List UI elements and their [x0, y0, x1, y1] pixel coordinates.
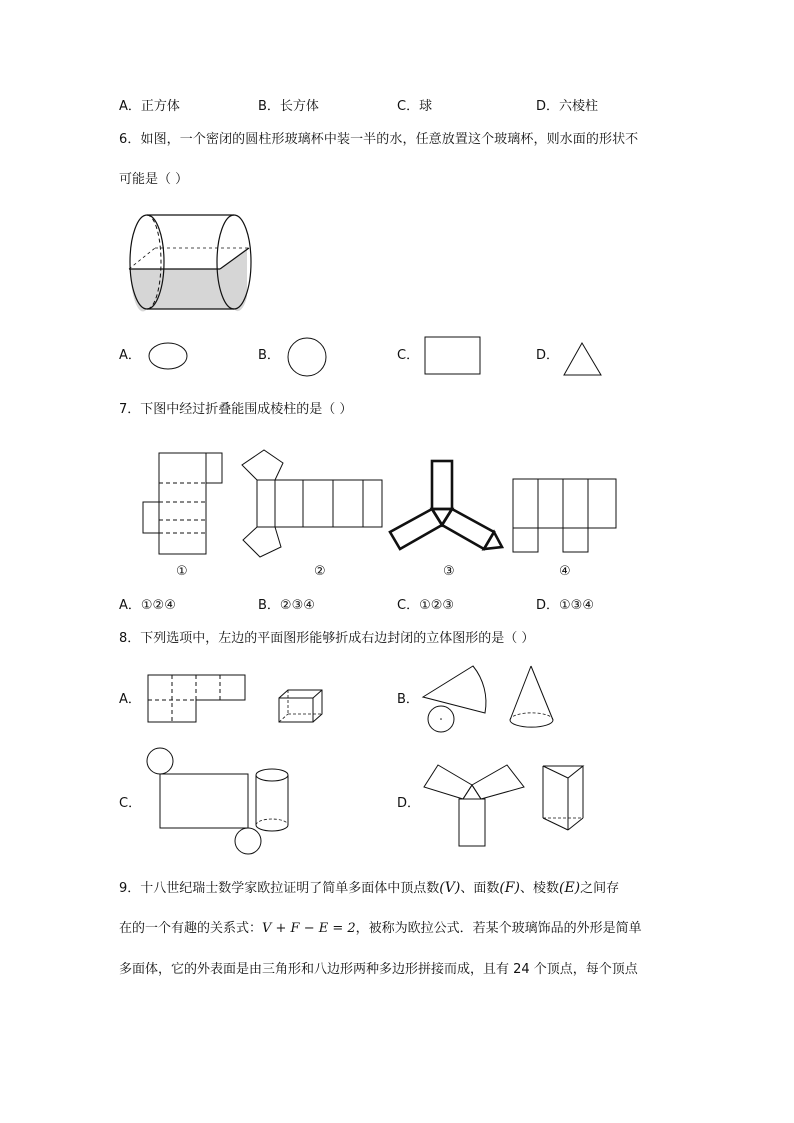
q9-line2	[119, 921, 642, 937]
q9-formula: V + F − E = 2	[262, 921, 356, 936]
q9-line3: 多面体，它的外表面是由三角形和八边形两种多边形拼接而成，且有 24 个顶点，每个顶点	[119, 962, 638, 977]
q5-option-d-text: 六棱柱	[559, 99, 599, 114]
q5-option-b-text: 长方体	[279, 99, 319, 114]
q8b-cone	[507, 664, 557, 730]
net-3	[388, 457, 506, 557]
q6-option-b-letter: B．	[258, 348, 280, 363]
q9-line2-a: 在的一个有趣的关系式：	[119, 921, 263, 936]
q8-option-a-letter: A．	[119, 692, 141, 707]
q9-symbol-e: (E)	[559, 880, 581, 896]
q7-option-b	[258, 598, 315, 614]
q8a-cube-net	[146, 673, 248, 725]
q7-option-a	[119, 598, 176, 614]
q8c-cylinder	[254, 767, 292, 835]
net-4	[510, 476, 618, 556]
q7-option-a-letter: A．	[119, 598, 141, 613]
cylinder-figure	[125, 212, 255, 312]
net-label-1: ①	[176, 564, 188, 579]
q9-line1-b: 之间存	[580, 881, 620, 896]
rectangle-shape	[424, 336, 482, 376]
q7-option-b-text: ②③④	[279, 598, 315, 613]
net-label-3: ③	[443, 564, 455, 579]
q7-stem: 7．下图中经过折叠能围成棱柱的是（ ）	[119, 402, 353, 417]
q5-option-d-letter: D．	[536, 99, 560, 114]
q5-option-c-letter: C．	[397, 99, 420, 114]
net-2	[238, 447, 388, 559]
q9-symbol-f: (F)	[499, 880, 520, 896]
circle-shape	[286, 336, 328, 378]
net-1	[140, 450, 230, 560]
q5-option-a	[119, 99, 180, 115]
q6-stem-line2: 可能是（ ）	[119, 172, 189, 187]
q8d-prism-net	[421, 757, 527, 851]
q5-option-c	[397, 99, 432, 115]
q7-option-b-letter: B．	[258, 598, 280, 613]
q5-option-b-letter: B．	[258, 99, 280, 114]
q6-option-a-letter: A．	[119, 348, 141, 363]
q7-option-c	[397, 598, 454, 614]
q5-option-d	[536, 99, 598, 115]
q8-option-c-letter: C．	[119, 796, 142, 811]
q9-sep2: 、棱数	[519, 881, 559, 896]
q8-stem: 8．下列选项中，左边的平面图形能够折成右边封闭的立体图形的是（ ）	[119, 631, 535, 646]
q8c-cylinder-net	[143, 745, 265, 859]
q7-option-c-text: ①②③	[419, 598, 455, 613]
q9-line1-a: 9．十八世纪瑞士数学家欧拉证明了简单多面体中顶点数	[119, 881, 440, 896]
q5-option-a-text: 正方体	[140, 99, 180, 114]
q7-option-d-letter: D．	[536, 598, 560, 613]
net-label-4: ④	[559, 564, 571, 579]
q7-option-d-text: ①③④	[559, 598, 594, 613]
q9-line1	[119, 880, 619, 897]
q9-symbol-v: (V)	[439, 880, 461, 896]
q5-option-b	[258, 99, 319, 115]
q8-option-b-letter: B．	[397, 692, 419, 707]
triangle-shape	[562, 341, 604, 377]
q7-option-d	[536, 598, 594, 614]
q6-stem-line1: 6．如图，一个密闭的圆柱形玻璃杯中装一半的水，任意放置这个玻璃杯，则水面的形状不	[119, 132, 639, 147]
q6-option-c-letter: C．	[397, 348, 420, 363]
q8b-sector-net	[420, 661, 492, 737]
ellipse-shape	[146, 340, 190, 372]
q6-option-d-letter: D．	[536, 348, 560, 363]
q9-line2-b: ，被称为欧拉公式．若某个玻璃饰品的外形是简单	[355, 921, 642, 936]
q7-option-c-letter: C．	[397, 598, 420, 613]
q8a-cube	[277, 688, 325, 724]
q8-option-d-letter: D．	[397, 796, 421, 811]
q9-sep1: 、面数	[460, 881, 500, 896]
q5-option-a-letter: A．	[119, 99, 141, 114]
net-label-2: ②	[314, 564, 326, 579]
q5-option-c-text: 球	[419, 99, 433, 114]
q7-option-a-text: ①②④	[140, 598, 176, 613]
q8d-prism	[538, 764, 588, 834]
